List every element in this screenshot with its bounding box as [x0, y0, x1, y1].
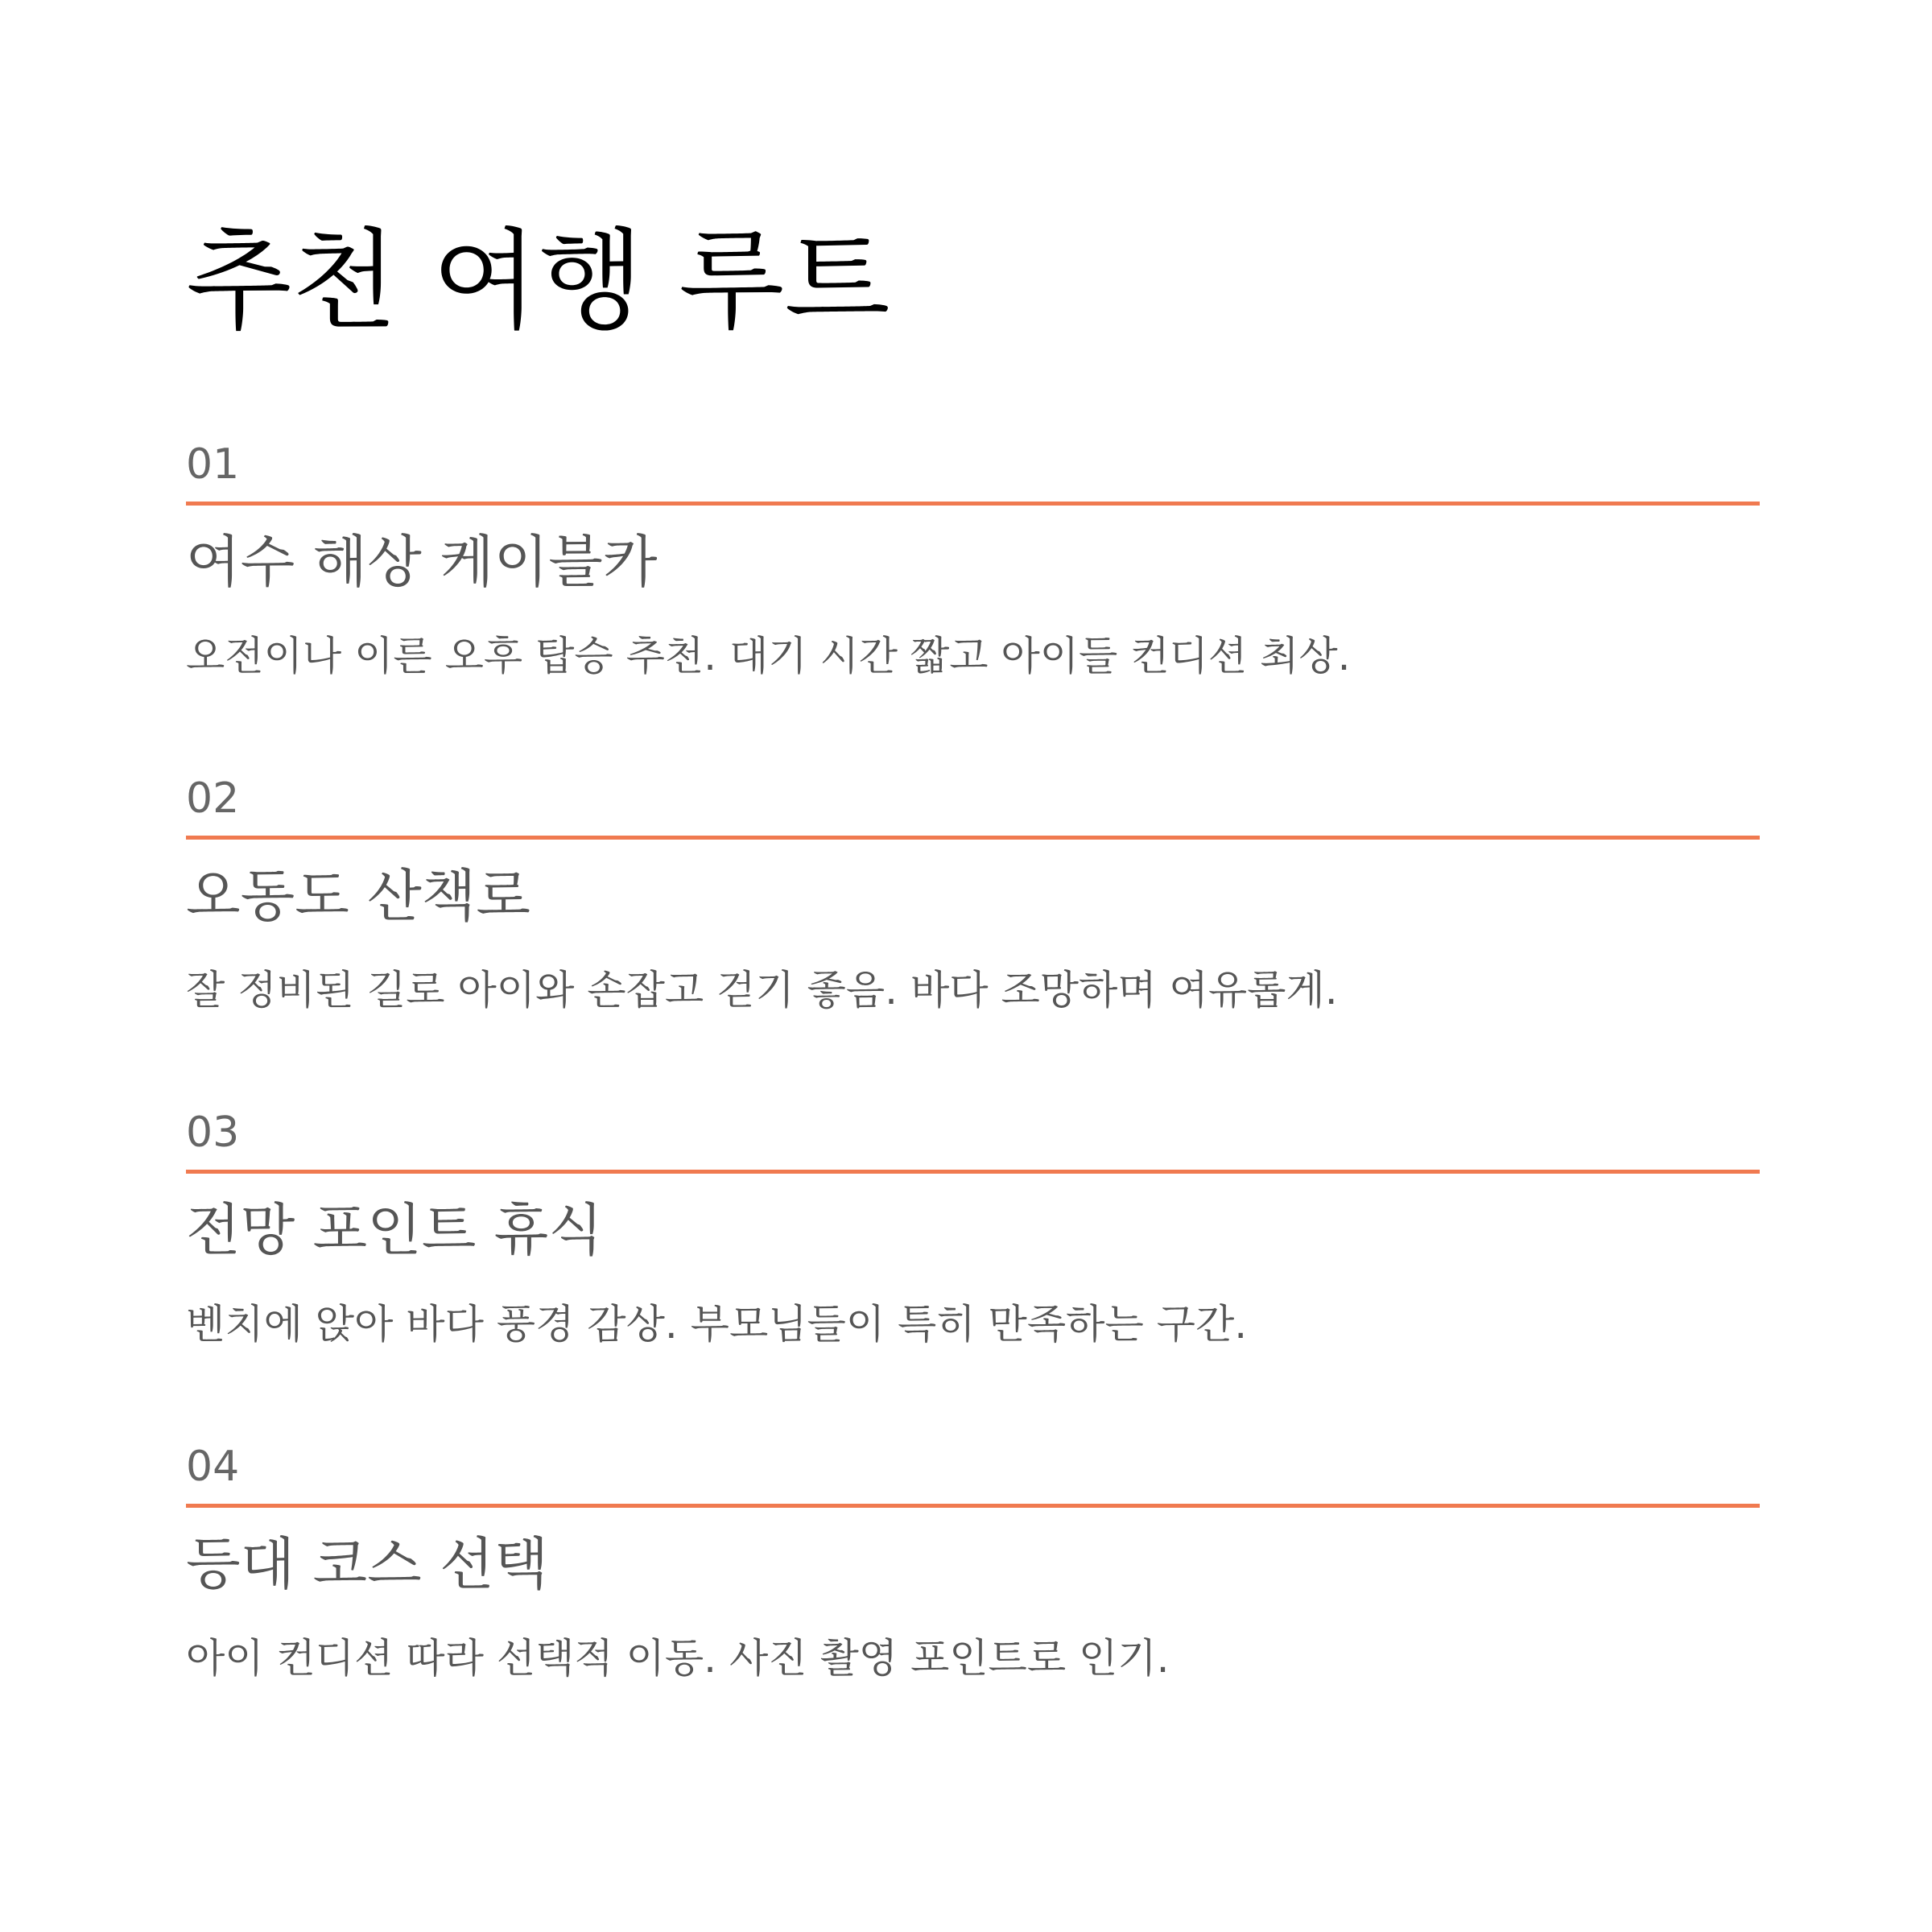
route-item-4 [186, 1441, 1760, 1731]
route-title: 여수 해상 케이블카 [186, 529, 658, 595]
route-title: 전망 포인트 휴식 [186, 1197, 603, 1263]
route-description: 잘 정비된 길로 아이와 손잡고 걷기 좋음. 바다 조망하며 여유롭게. [186, 967, 1338, 1013]
route-number: 03 [186, 1108, 240, 1157]
route-divider [186, 1504, 1760, 1508]
page-title: 추천 여행 루트 [186, 218, 890, 345]
route-divider [186, 502, 1760, 506]
route-item-3 [186, 1107, 1760, 1397]
route-description: 아이 컨디션 따라 선택적 이동. 사진 촬영 포인트로 인기. [186, 1635, 1170, 1682]
route-divider [186, 836, 1760, 840]
page [186, 0, 1760, 1932]
route-item-2 [186, 773, 1760, 1063]
route-number: 01 [186, 440, 240, 489]
route-title: 오동도 산책로 [186, 863, 530, 929]
route-item-1 [186, 439, 1760, 729]
route-divider [186, 1170, 1760, 1174]
route-number: 02 [186, 774, 240, 823]
route-description: 오전이나 이른 오후 탑승 추천. 대기 시간 짧고 아이들 컨디션 최상. [186, 633, 1351, 679]
route-number: 04 [186, 1443, 240, 1491]
route-title: 등대 코스 선택 [186, 1531, 549, 1597]
route-description: 벤치에 앉아 바다 풍경 감상. 부모님들이 특히 만족하는 구간. [186, 1301, 1248, 1348]
